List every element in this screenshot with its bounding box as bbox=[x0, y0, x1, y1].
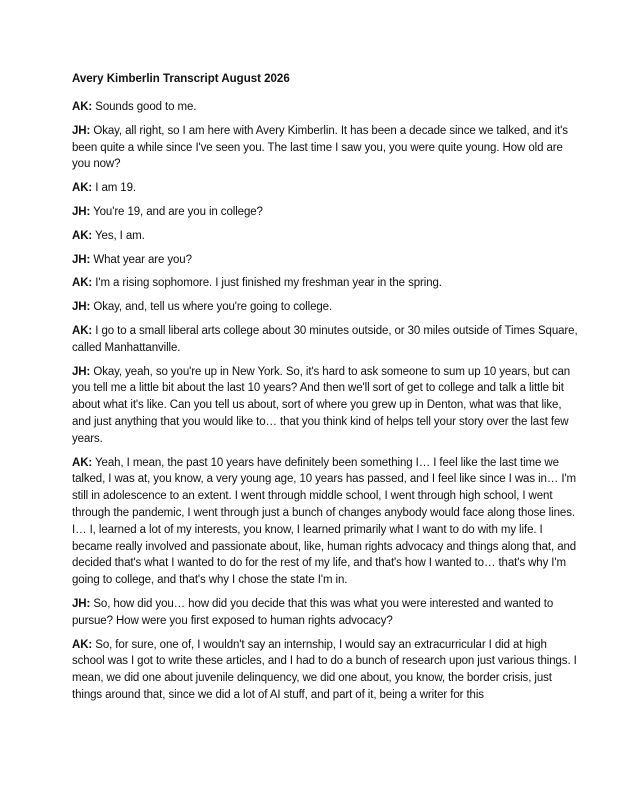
transcript-paragraph bbox=[72, 99, 578, 116]
paragraph-text: So, for sure, one of, I wouldn't say an internship, I would say an extracurricular I did at high school was I got to write these articles, and I had to do a bunch of research upon just various things. I mean, we did one about juvenile delinquency, we did one about, you know, the border crisis, just things around that, since we did a lot of AI stuff, and part of it, being a writer for this bbox=[72, 638, 577, 701]
speaker-label: JH: bbox=[72, 205, 91, 218]
transcript-paragraph bbox=[72, 299, 578, 316]
paragraph-text: Yes, I am. bbox=[95, 229, 145, 242]
transcript-paragraph bbox=[72, 228, 578, 245]
paragraph-text: I go to a small liberal arts college about 30 minutes outside, or 30 miles outside of Times Square, called Manhattanville. bbox=[72, 324, 578, 354]
transcript-paragraph bbox=[72, 364, 578, 448]
speaker-label: AK: bbox=[72, 182, 93, 195]
speaker-label: AK: bbox=[72, 101, 93, 113]
speaker-label: AK: bbox=[72, 277, 93, 290]
paragraph-text: Sounds good to me. bbox=[95, 101, 197, 113]
paragraph-text: I am 19. bbox=[95, 182, 136, 195]
paragraph-text: Okay, all right, so I am here with Avery Kimberlin. It has been a decade since we talked, and it's been quite a while since I've seen you. The last time I saw you, you were quite young. How old are you now? bbox=[72, 124, 568, 171]
transcript-paragraph bbox=[72, 252, 578, 269]
transcript-paragraph bbox=[72, 204, 578, 221]
paragraph-text: Yeah, I mean, the past 10 years have definitely been something I… I feel like the last time we talked, I was at, you know, a very young age, 10 years has passed, and I feel like since I was in… I'm still in adolescence to an extent. I went through middle school, I went through high school, I went through the pandemic, I went through just a bunch of changes anybody would face along those lines. I… I, learned a lot of my interests, you know, I learned primarily what I want to do with my life. I became really involved and passionate about, like, human rights advocacy and things along that, and decided that's what I wanted to do for the rest of my life, and that's how I wanted to… that's why I'm going to college, and that's why I chose the state I'm in. bbox=[72, 456, 577, 587]
transcript-paragraph bbox=[72, 275, 578, 292]
transcript-paragraph bbox=[72, 596, 578, 630]
document-title: Avery Kimberlin Transcript August 2026 bbox=[72, 73, 290, 85]
speaker-label: JH: bbox=[72, 301, 91, 314]
transcript-paragraph bbox=[72, 637, 578, 704]
speaker-label: JH: bbox=[72, 597, 91, 610]
paragraph-text: You're 19, and are you in college? bbox=[93, 205, 263, 218]
transcript-paragraph bbox=[72, 123, 578, 173]
transcript-paragraph bbox=[72, 180, 578, 197]
transcript-body bbox=[72, 99, 578, 704]
speaker-label: JH: bbox=[72, 365, 91, 378]
paragraph-text: So, how did you… how did you decide that this was what you were interested and wanted to pursue? How were you first exposed to human rights advocacy? bbox=[72, 597, 554, 627]
speaker-label: AK: bbox=[72, 456, 93, 469]
paragraph-text: What year are you? bbox=[93, 253, 192, 266]
speaker-label: AK: bbox=[72, 229, 93, 242]
speaker-label: JH: bbox=[72, 124, 91, 137]
transcript-paragraph bbox=[72, 323, 578, 357]
transcript-paragraph bbox=[72, 455, 578, 589]
speaker-label: JH: bbox=[72, 253, 91, 266]
paragraph-text: Okay, yeah, so you're up in New York. So, it's hard to ask someone to sum up 10 years, but can you tell me a little bit about the last 10 years? And then we'll sort of get to college and talk a little bit about what it's like. Can you tell us about, sort of where you grew up in Denton, what was that like, and just anything that you would like to… that you think kind of helps tell your story over the last few years. bbox=[72, 365, 571, 445]
speaker-label: AK: bbox=[72, 638, 93, 651]
paragraph-text: I'm a rising sophomore. I just finished my freshman year in the spring. bbox=[95, 277, 442, 290]
speaker-label: AK: bbox=[72, 324, 93, 337]
paragraph-text: Okay, and, tell us where you're going to college. bbox=[93, 301, 333, 314]
